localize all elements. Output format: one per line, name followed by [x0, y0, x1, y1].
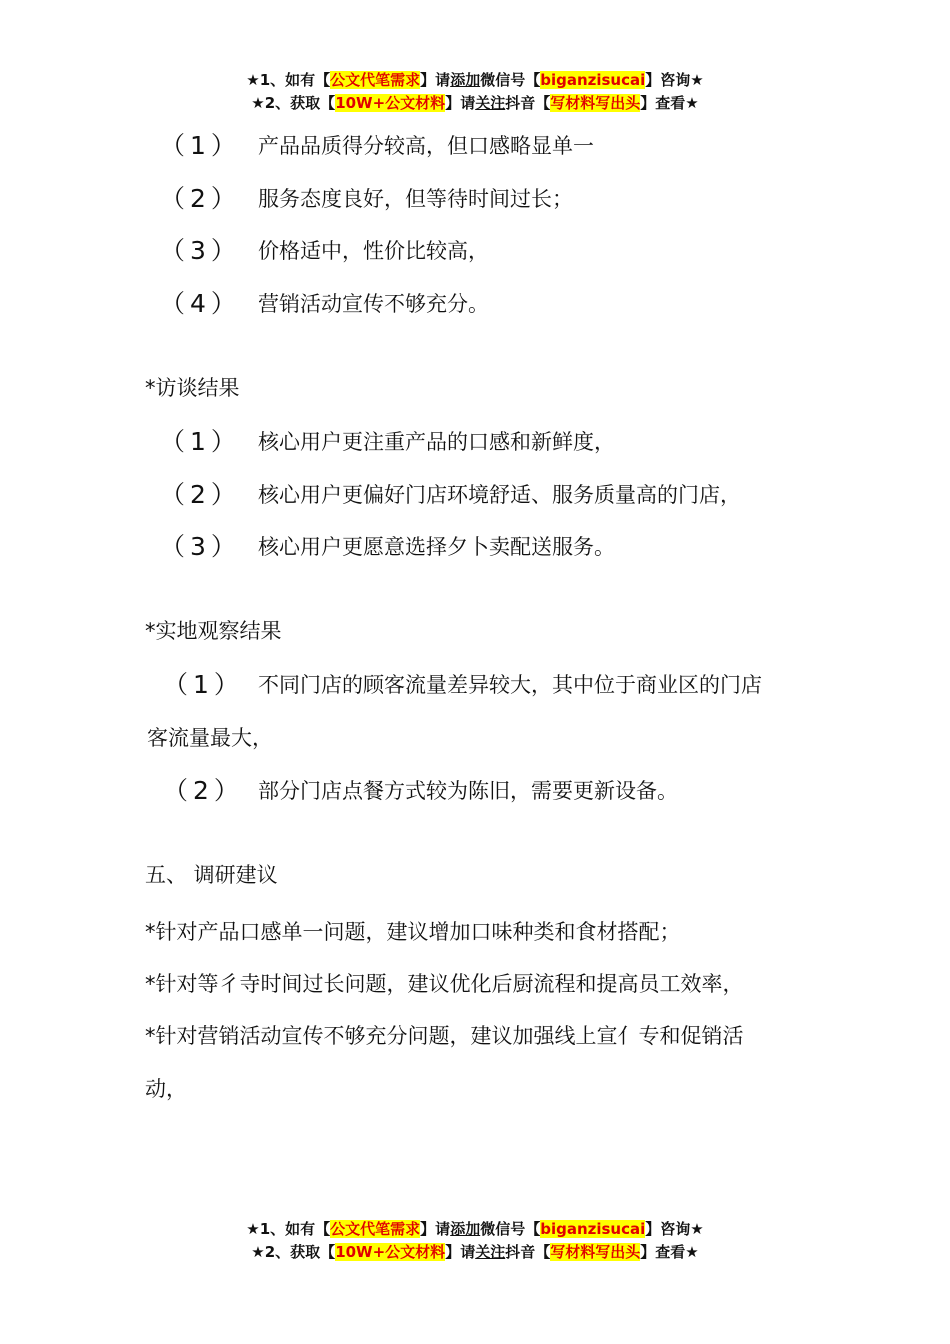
banner-line-2: ★2、获取【10W+公文材料】请关注抖音【写材料写出头】查看★ [251, 94, 699, 112]
list-item-number: （2） [163, 776, 244, 805]
list-item-text: 核心用户更偏好门店环境舒适、服务质量高的门店， [258, 483, 741, 507]
list-item-text: 产品品质得分较高，但口感略显单一 [258, 134, 594, 158]
banner-line-1: ★1、如有【公文代笔需求】请添加微信号【biganzisucai】咨询★ [246, 71, 704, 89]
list-item-text: 核心用户更注重产品的口感和新鲜度， [258, 430, 615, 454]
list-item-continuation: 客流量最大， [147, 726, 273, 750]
list-item-text: 不同门店的顾客流量差异较大，其中位于商业区的门店 [258, 673, 762, 697]
banner-highlight: biganzisucai [540, 71, 646, 89]
banner-highlight: 公文代笔需求 [330, 1220, 421, 1238]
banner-highlight: biganzisucai [540, 1220, 646, 1238]
list-item-number: （2） [160, 184, 241, 213]
section-heading: 五、 调研建议 [145, 863, 278, 887]
list-item-number: （3） [160, 236, 241, 265]
suggestion-line: 动， [145, 1077, 187, 1101]
list-item-text: 服务态度良好，但等待时间过长； [258, 187, 573, 211]
banner-line-1: ★1、如有【公文代笔需求】请添加微信号【biganzisucai】咨询★ [246, 1220, 704, 1238]
banner-highlight: 10W+公文材料 [335, 1243, 446, 1261]
list-item-number: （1） [160, 131, 241, 160]
list-item-text: 核心用户更愿意选择夕卜卖配送服务。 [258, 535, 615, 559]
observation-heading: *实地观察结果 [145, 619, 282, 643]
list-item-text: 部分门店点餐方式较为陈旧，需要更新设备。 [258, 779, 678, 803]
list-item-number: （2） [160, 480, 241, 509]
suggestion-line: *针对产品口感单一问题，建议增加口味种类和食材搭配； [145, 920, 681, 944]
list-item-number: （1） [163, 670, 244, 699]
banner-highlight: 写材料写出头 [550, 1243, 641, 1261]
list-item-number: （3） [160, 532, 241, 561]
bottom-banner [0, 1218, 950, 1264]
banner-highlight: 公文代笔需求 [330, 71, 421, 89]
list-item-text: 营销活动宣传不够充分。 [258, 292, 489, 316]
list-item-number: （4） [160, 289, 241, 318]
banner-highlight: 写材料写出头 [550, 94, 641, 112]
suggestion-line: *针对营销活动宣传不够充分问题，建议加强线上宣亻专和促销活 [145, 1024, 744, 1048]
list-item-text: 价格适中，性价比较高， [258, 239, 489, 263]
suggestion-line: *针对等彳寺时间过长问题，建议优化后厨流程和提高员工效率， [145, 972, 744, 996]
interview-heading: *访谈结果 [145, 376, 240, 400]
banner-line-2: ★2、获取【10W+公文材料】请关注抖音【写材料写出头】查看★ [251, 1243, 699, 1261]
list-item-number: （1） [160, 427, 241, 456]
banner-highlight: 10W+公文材料 [335, 94, 446, 112]
top-banner [0, 69, 950, 115]
